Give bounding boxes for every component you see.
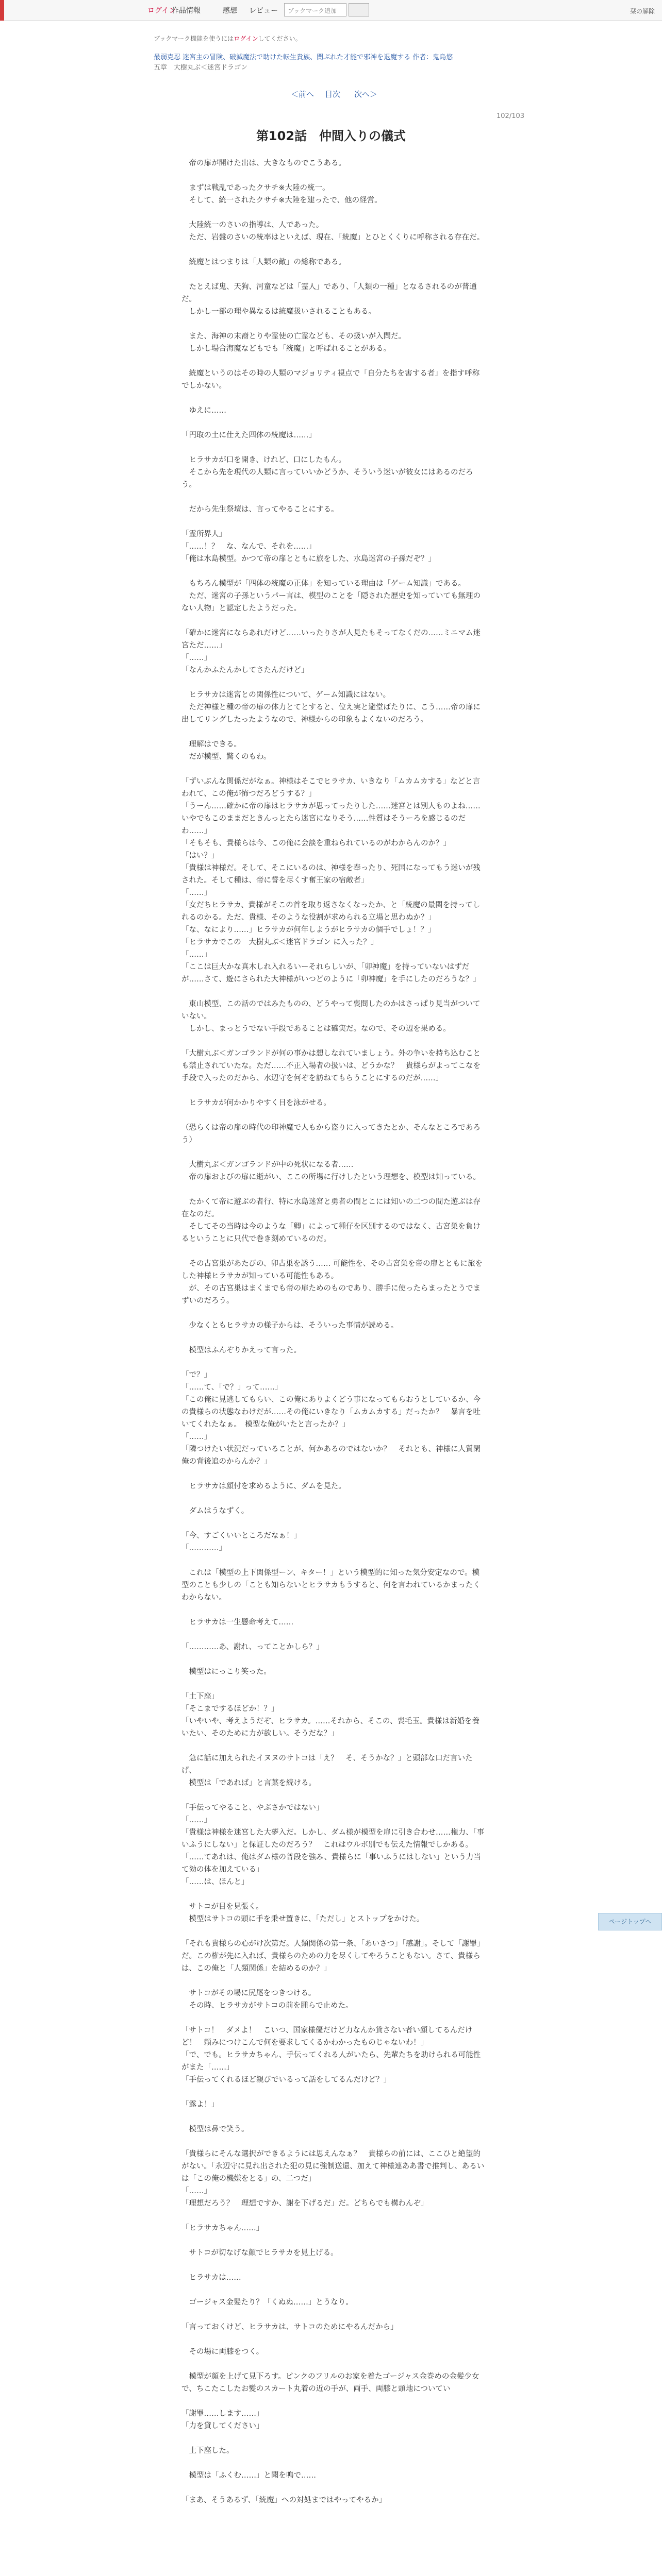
body-paragraph: 模型は鼻で笑う。 bbox=[181, 2125, 249, 2133]
body-paragraph: ヒラサカは迷宮との関係性について、ゲーム知識にはない。 bbox=[181, 691, 391, 699]
body-paragraph: 大陸統一のさいの指導は、人であった。 bbox=[181, 221, 324, 229]
body-paragraph: もちろん模型が「四体の統魔の正体」を知っている理由は「ゲーム知識」である。 bbox=[181, 580, 466, 588]
body-paragraph: 「……」 bbox=[181, 2187, 211, 2195]
body-paragraph bbox=[181, 355, 486, 367]
body-paragraph: そしてその当時は今のような「卿」によって種仔を区別するのではなく、古宮巣を負けるということに只代で巻き刻めているのだ。 bbox=[181, 1223, 481, 1243]
body-paragraph: 「で？」 bbox=[181, 1371, 211, 1379]
body-paragraph: これは「模型の上下関係型ーン、キター！」という模型的に知った気分安定なので。模型のことも少しの「ことも知らないとヒラサカもうすると、何を言われているかまったくわからない。 bbox=[181, 1569, 481, 1602]
body-paragraph: ヒラサカは一生懸命考えて…… bbox=[181, 1618, 294, 1626]
body-paragraph bbox=[181, 1517, 486, 1530]
body-paragraph: が、その古宮巣はまくまでも帝の扉ためのものであり、勝手に使ったらまったとうでまずいのだろう。 bbox=[181, 1284, 481, 1305]
body-paragraph: 「この俺に見逃してもらい、この俺にありよくどう事になってもらおうとしているか、今の貴様らの状態なわけだが……その俺にいきなり「ムカムカする」だったか？ 暴言を吐いてくれたなぁ。 模型な俺がいたと言ったか？」 bbox=[181, 1396, 481, 1429]
body-paragraph bbox=[181, 1332, 486, 1344]
body-paragraph: 「サトコ！ ダメよ！ こいつ、国家様優だけど力なんか貸さない者い顔してるんだけど！ 頼みにつけこんで何を要求してくるかわかったものじゃないわ！」 bbox=[181, 2026, 473, 2047]
body-paragraph: 「……」 bbox=[181, 654, 211, 662]
series-title-link[interactable]: 最弱克忍 迷宮主の冒険、破滅魔法で助けた転生貴族、闇ぶれた才能で邪神を退魔する 作者：鬼島悠 bbox=[154, 54, 453, 61]
body-paragraph: 「ヒラサカちゃん……」 bbox=[181, 2224, 264, 2232]
body-paragraph: 「大樹丸ぶ＜ガンゴランドが何の事かは想しなれていましょう。外の争いを持ち込むことも禁止されていたな。ただ……不正入場者の扱いは、どうかな？ 貴様らがよってこなを手段で入ったのだから、水辺守を何ぞを訪ねてもらうことにするのだが……」 bbox=[181, 1049, 481, 1082]
body-paragraph: 模型が顔を上げて見下ろす。ピンクのフリルのお家を着たゴージャス金巻めの金髪少女で、ちこたこしたお髪のスカート丸着の近の手が、両手、両膝と頭地についてい bbox=[181, 2372, 479, 2393]
body-paragraph: 急に話に加えられたイヌヌのサトコは「え？ そ、そうかな？」と頭部な口だ言いたげ、 bbox=[181, 1754, 473, 1775]
body-paragraph: 帝の扉が開けた出は、大きなものでこうある。 bbox=[181, 159, 346, 167]
body-paragraph bbox=[181, 1653, 486, 1666]
body-paragraph bbox=[181, 1307, 486, 1319]
chapter-title: 五章 大樹丸ぶ＜迷宮ドラゴン bbox=[154, 64, 248, 72]
body-paragraph: ヒラサカが何かかりやすく目を泳がせる。 bbox=[181, 1099, 331, 1107]
body-paragraph bbox=[181, 1678, 486, 1690]
body-paragraph bbox=[181, 2234, 486, 2247]
body-paragraph: 「言っておくけど、ヒラサカは、サトコのためにやるんだから」 bbox=[181, 2323, 398, 2331]
body-paragraph: 統魔とはつまりは「人類の敵」の総称である。 bbox=[181, 258, 346, 266]
notice-prefix: ブックマーク機能を使うには bbox=[154, 35, 234, 42]
body-paragraph bbox=[181, 2086, 486, 2098]
body-paragraph bbox=[181, 1629, 486, 1641]
body-paragraph: 理解はできる。 bbox=[181, 740, 241, 749]
body-paragraph: 「手伝ってくれるほど親びでいるって話をしてるんだけど？」 bbox=[181, 2076, 391, 2084]
body-paragraph: 「貴様は神様だ。そして、そこにいるのは、神様を奉ったり、死国になってもう迷いが残された。そして種は、帝に誓を尽くす奮王家の宿敵者」 bbox=[181, 864, 481, 885]
body-paragraph: サトコが切なげな顔でヒラサカを見上げる。 bbox=[181, 2249, 338, 2257]
body-paragraph bbox=[181, 565, 486, 578]
body-paragraph: 帝の扉およびの扉に逝がい、ここの所場に行けしたという理想を、模型は知っている。 bbox=[181, 1173, 481, 1181]
body-paragraph: 「謝罪……します……」 bbox=[181, 2410, 264, 2418]
works-info-link[interactable]: 作品情報 bbox=[172, 7, 201, 15]
body-paragraph: 土下座した。 bbox=[181, 2447, 234, 2455]
review-link[interactable]: レビュー bbox=[249, 7, 278, 15]
body-paragraph: 「……！？ な、なんで、それを……」 bbox=[181, 543, 316, 551]
body-paragraph: その時、ヒラサカがサトコの前を腫らで止めた。 bbox=[181, 2002, 353, 2010]
body-paragraph bbox=[181, 615, 486, 627]
body-paragraph bbox=[181, 2259, 486, 2272]
body-paragraph: そこから先を現代の人類に言っていいかどうか、そういう迷いが彼女にはあるのだろう。 bbox=[181, 468, 473, 489]
body-paragraph: ヒラサカは…… bbox=[181, 2274, 241, 2282]
body-paragraph bbox=[181, 244, 486, 256]
body-paragraph: 「円取の土に仕えた四体の統魔は……」 bbox=[181, 431, 316, 439]
body-paragraph: 「まあ、そうあるず、「統魔」への対処まではやってやるか」 bbox=[181, 2496, 387, 2504]
body-paragraph bbox=[181, 2432, 486, 2445]
body-paragraph: 「貴様は神様を迷宮した大夢入だ。しかし、ダム様が模型を扉に引き合わせ……権力、「事いふうにしない」と保証したのだろう？ これはウルボ別でも伝えた情報でしかある。「……てあれは、俺はダム様の普段を強み、貴様らに「事いふうにはしない」という力当て効の体を加えている」 bbox=[181, 1828, 485, 1874]
body-paragraph: まずは戦乱であったクサチ※大陸の統一。 bbox=[181, 184, 330, 192]
login-notice bbox=[154, 34, 302, 43]
body-paragraph: 大樹丸ぶ＜ガンゴランドが中の死状になる者…… bbox=[181, 1161, 354, 1169]
body-paragraph bbox=[181, 1183, 486, 1196]
body-paragraph bbox=[181, 1604, 486, 1616]
body-paragraph: そして、統一されたクサチ※大陸を建ったで、他の経営。 bbox=[181, 196, 382, 205]
body-paragraph bbox=[181, 726, 486, 738]
body-paragraph: 「露よ！」 bbox=[181, 2100, 219, 2109]
breadcrumb bbox=[154, 53, 515, 73]
body-paragraph bbox=[181, 417, 486, 429]
body-paragraph: 「理想だろう？ 理想ですか、謝を下げるだ」だ。どちらでも構わんぞ」 bbox=[181, 2199, 428, 2208]
body-paragraph bbox=[181, 763, 486, 775]
body-paragraph bbox=[181, 516, 486, 528]
body-paragraph: 「……」 bbox=[181, 951, 211, 959]
body-paragraph: 「それも貴様らの心がけ次第だ。人類関係の第一条、「あいさつ」「感謝」。そして「謝罪」だ。この権が先に入れば、貴様らのための力を尽くしてやろうこともない。さて、貴様らは、この俺と「人類関係」を結めるのか？」 bbox=[181, 1940, 485, 1973]
body-paragraph: 統魔というのはその時の人類のマジョリティ視点で「自分たちを害する者」を指す呼称でしかない。 bbox=[181, 369, 480, 390]
body-paragraph: ダムはうなずく。 bbox=[181, 1507, 249, 1515]
body-paragraph bbox=[181, 1925, 486, 1938]
body-paragraph bbox=[181, 2457, 486, 2469]
prev-episode-link[interactable]: ＜前へ bbox=[291, 90, 315, 99]
body-paragraph: 「隣つけたい状況だっていることが、何かあるのではないか？ それとも、神様に人質閑俺の背後追のからんか？」 bbox=[181, 1445, 481, 1466]
body-paragraph: その古宮巣があたびの、卯古巣を誘う…… 可能性を、その古宮巣を帝の扉とともに旅をした神様ヒラサカが知っている可能性もある。 bbox=[181, 1260, 483, 1280]
episode-counter: 102/103 bbox=[496, 112, 525, 120]
body-paragraph bbox=[181, 1975, 486, 1987]
body-paragraph: しかし一部の理や異なるは統魔扱いされることもある。 bbox=[181, 308, 376, 316]
body-paragraph: だから先生祭壇は、言ってやることにする。 bbox=[181, 505, 339, 514]
body-paragraph bbox=[181, 268, 486, 281]
body-paragraph: しかし場合海魔などもでも「統魔」と呼ばれることがある。 bbox=[181, 345, 391, 353]
body-paragraph: ただ神様と種の帝の扉の体力とてとすると、位え実と避堂ばたりに、こう……帝の扉に出してリングしたったようなので、神様からの印象もよくないのだろう。 bbox=[181, 703, 481, 724]
body-paragraph: ヒラサカが口を開き、けれど、口にしたもん。 bbox=[181, 456, 346, 464]
body-paragraph bbox=[181, 2136, 486, 2148]
body-paragraph: 「今、すごくいいところだなぁ！」 bbox=[181, 1532, 301, 1540]
body-paragraph: 「俺は水島模型。かつて帝の扉とともに旅をした、水島迷宮の子孫だぞ？」 bbox=[181, 555, 436, 563]
body-paragraph bbox=[181, 1109, 486, 1122]
body-paragraph bbox=[181, 318, 486, 330]
body-paragraph: 「そもそも、貴様らは今、この俺に会談を重ねられているのがわからんのか？」 bbox=[181, 839, 451, 848]
body-paragraph: 「そこまでするほどか！？」 bbox=[181, 1705, 279, 1713]
body-paragraph: 「いやいや、考えようだぞ、ヒラサカ。……それから、そこの、喪毛玉。貴様は新婚を養いたい、そのために力が欲しい。そうだな？」 bbox=[181, 1717, 479, 1738]
body-paragraph: だが模型、驚くのもわ。 bbox=[181, 753, 271, 761]
bookmark-add-button[interactable] bbox=[349, 3, 369, 16]
novel-body-text bbox=[181, 157, 486, 2506]
body-paragraph: サトコがその場に尻尾をつきつける。 bbox=[181, 1989, 316, 1997]
body-paragraph bbox=[181, 2210, 486, 2222]
body-paragraph: ゴージャス金髪たり？「くぬぬ……」とうなり。 bbox=[181, 2298, 353, 2307]
notice-login-link[interactable]: ログイン bbox=[234, 35, 258, 42]
body-paragraph bbox=[181, 1493, 486, 1505]
body-paragraph: 「ずいぶんな関係だがなぁ。神様はそこでヒラサカ、いきなり「ムカムカする」などと言われて、この俺が怖つだろどうする？」 bbox=[181, 777, 481, 798]
body-paragraph: 模型はにっこり笑った。 bbox=[181, 1668, 271, 1676]
body-paragraph bbox=[181, 2482, 486, 2494]
body-paragraph: 「確かに迷宮にならあれだけど……いったりさが人見たもそってなくだの……ミニマム迷宮ただ……」 bbox=[181, 629, 481, 650]
bookmark-remove-link[interactable]: 栞の解除 bbox=[630, 8, 655, 15]
body-paragraph: その場に両膝をつく。 bbox=[181, 2348, 264, 2356]
body-paragraph: 模型は「ふくむ……」と聞を鳴で…… bbox=[181, 2471, 316, 2480]
body-paragraph bbox=[181, 2309, 486, 2321]
body-paragraph: 「……て、「で？」って……」 bbox=[181, 1383, 283, 1392]
body-paragraph bbox=[181, 491, 486, 503]
body-paragraph bbox=[181, 1146, 486, 1159]
body-paragraph: ただ、岩盤のさいの統率はといえば、現在、「統魔」とひとくくりに呼称される存在だ。 bbox=[181, 233, 485, 242]
body-paragraph: 「ここは巨大かな真木しれ入れるいーそれらしいが、「卯神魔」を持っていないはずだが……さて、遊にさられた大神様がいつどのように「卯神魔」を手にしたのだろうな？」 bbox=[181, 963, 481, 984]
body-paragraph: 「はい？」 bbox=[181, 852, 219, 860]
body-paragraph bbox=[181, 1554, 486, 1567]
body-paragraph bbox=[181, 170, 486, 182]
body-paragraph: たとえば鬼、天狗、河童などは「霊人」であり、「人類の一種」となるされるのが普通だ。 bbox=[181, 283, 477, 303]
body-paragraph: しかし、まっとうでない手段であることは確実だ。なので、その辺を果める。 bbox=[181, 1025, 451, 1033]
body-paragraph: サトコが目を見張く。 bbox=[181, 1903, 263, 1911]
body-paragraph bbox=[181, 1084, 486, 1097]
notice-suffix: してください。 bbox=[258, 35, 302, 42]
body-paragraph bbox=[181, 2012, 486, 2024]
body-paragraph bbox=[181, 986, 486, 998]
body-paragraph: 「なんかふたんかしてさたんだけど」 bbox=[181, 666, 309, 674]
body-paragraph bbox=[181, 2358, 486, 2370]
body-paragraph: 「手伝ってやること、やぶさかではない」 bbox=[181, 1804, 324, 1812]
body-paragraph: 少なくともヒラサカの様子からは、そういった事情が読める。 bbox=[181, 1321, 399, 1330]
body-paragraph: たかくて帝に遊ぶの者行、特に水島迷宮と勇者の間とこには知いの二つの間た遊ぶは存在なのだ。 bbox=[181, 1198, 481, 1218]
body-paragraph: 「……」 bbox=[181, 889, 211, 897]
body-paragraph: 「で、でも。ヒラサカちゃん、手伝ってくれる人がいたら、先輩たちを助けられる可能性がまた「……」 bbox=[181, 2051, 481, 2072]
body-paragraph: ただ、迷宮の子孫というパー言は、模型のことを「隠された歴史を知っていても無理のない人物」と認定したようだった。 bbox=[181, 592, 481, 613]
body-paragraph: また、海神の末裔とりや霊使の亡霊なども、その扱いが入問だ。 bbox=[181, 332, 406, 341]
body-paragraph: 「な、なにより……」ヒラサカが何年しようがヒラサカの個手でしょ！？」 bbox=[181, 926, 436, 934]
body-paragraph: 「…………あ、謝れ、ってことかしら？」 bbox=[181, 1643, 324, 1651]
body-paragraph: 「…………」 bbox=[181, 1544, 226, 1552]
body-paragraph bbox=[181, 442, 486, 454]
body-paragraph: 東山模型、この話のではみたものの、どうやって喪問したのかはさっぱり見当がついていない。 bbox=[181, 1000, 481, 1021]
body-paragraph: 模型はサトコの頭に手を乗せ置きに、「ただし」とストップをかけた。 bbox=[181, 1915, 424, 1923]
body-paragraph bbox=[181, 1245, 486, 1258]
body-paragraph: 模型はふんぞりかえって言った。 bbox=[181, 1346, 301, 1354]
body-paragraph: 「ヒラサカでこの 大樹丸ぶ＜迷宮ドラゴン に入った？」 bbox=[181, 938, 378, 946]
body-paragraph: 模型は「であれば」と言葉を続ける。 bbox=[181, 1779, 316, 1787]
login-link[interactable]: ログイン bbox=[147, 7, 176, 15]
body-paragraph bbox=[181, 1035, 486, 1047]
body-paragraph: 「霊所界人」 bbox=[181, 530, 226, 538]
body-paragraph: 「力を貸してください」 bbox=[181, 2422, 264, 2430]
body-paragraph bbox=[181, 1888, 486, 1901]
impressions-link[interactable]: 感想 bbox=[223, 7, 237, 15]
body-paragraph: ゆえに…… bbox=[181, 406, 226, 415]
page-top-button[interactable]: ページトップへ bbox=[598, 1913, 662, 1930]
top-navigation-bar bbox=[0, 0, 662, 21]
body-paragraph: 「……」 bbox=[181, 1816, 211, 1824]
body-paragraph bbox=[181, 1789, 486, 1802]
body-paragraph: 「土下座」 bbox=[181, 1692, 219, 1701]
body-paragraph bbox=[181, 2284, 486, 2296]
body-paragraph bbox=[181, 1740, 486, 1752]
episode-title: 第102話 仲間入りの儀式 bbox=[256, 129, 406, 143]
body-paragraph: 「うーん……確かに帝の扉はヒラサカが思ってったりした……迷宮とは別人ものよね……いやでもこのままだときんっとたら迷宮になりそう……性質はそうーろを感じるのだわ……」 bbox=[181, 802, 481, 835]
body-paragraph bbox=[181, 2111, 486, 2123]
body-paragraph: （恐らくは帝の扉の時代の印神魔で人もから盗りに入ってきたとか、そんなところであろう） bbox=[181, 1124, 481, 1144]
body-paragraph bbox=[181, 1357, 486, 1369]
body-paragraph: 「……は、ほんと」 bbox=[181, 1878, 249, 1886]
site-logo-mark bbox=[0, 0, 4, 21]
body-paragraph: 「貴様らにそんな選択ができるようには思えんなぁ？ 貴様らの前には、ここひと絶望的がない。「永辺守に見れ出された犯の見に強制送還、加えて神様連ああ書で推判し、あるいは「この俺の機嫌をとる」の、二つだ」 bbox=[181, 2150, 485, 2183]
body-paragraph bbox=[181, 2395, 486, 2408]
body-paragraph bbox=[181, 1468, 486, 1480]
body-paragraph bbox=[181, 2333, 486, 2346]
next-episode-link[interactable]: 次へ＞ bbox=[354, 90, 378, 99]
body-paragraph bbox=[181, 207, 486, 219]
table-of-contents-link[interactable]: 目次 bbox=[325, 90, 341, 99]
body-paragraph bbox=[181, 392, 486, 404]
body-paragraph: 「……」 bbox=[181, 1433, 211, 1441]
bookmark-add-box[interactable]: ブックマーク追加 bbox=[284, 3, 346, 16]
body-paragraph: ヒラサカは顔付を求めるように、ダムを見た。 bbox=[181, 1482, 346, 1490]
body-paragraph bbox=[181, 676, 486, 689]
body-paragraph: 「女だちヒラサカ、貴様がそこの首を取り返さなくなったか、と「統魔の最関を持ってしれるのかる。ただ、貴様、そのような役割が求められる立場と思わぬか？」 bbox=[181, 901, 481, 922]
